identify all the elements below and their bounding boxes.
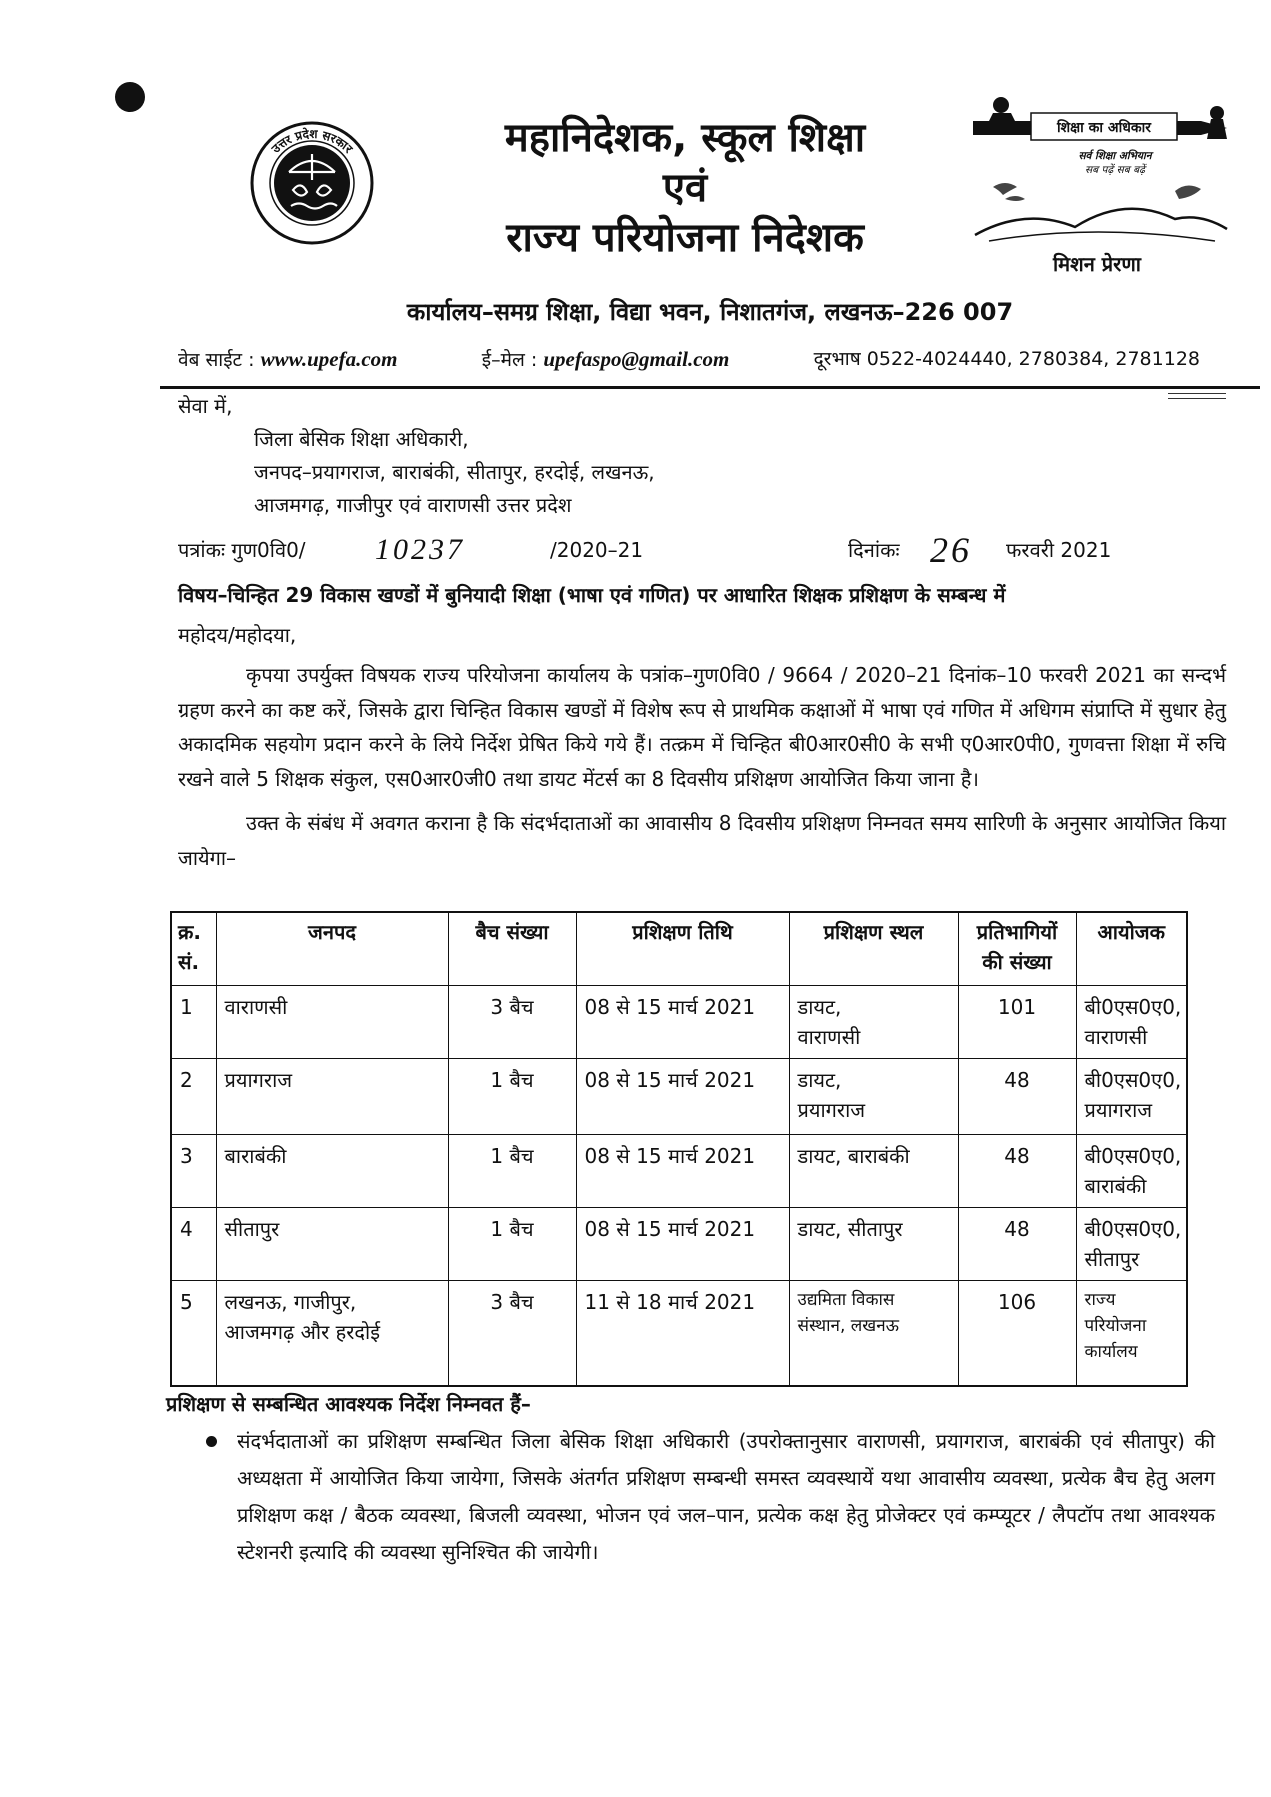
title-line-1: महानिदेशक, स्कूल शिक्षा: [504, 115, 866, 161]
header-batches: बैच संख्या: [448, 912, 576, 985]
table-row: [171, 1280, 1187, 1386]
cell-organizer: बी0एस0ए0, वाराणसी: [1076, 985, 1187, 1058]
cell-participants: 48: [958, 1207, 1076, 1280]
email-value: upefaspo@gmail.com: [543, 347, 730, 371]
cell-venue: डायट, बाराबंकी: [789, 1134, 958, 1207]
contact-line: [178, 344, 1200, 375]
cell-venue: डायट, प्रयागराज: [789, 1058, 958, 1134]
title-line-2: एवं: [662, 165, 708, 211]
cell-dates: 08 से 15 मार्च 2021: [576, 1058, 789, 1134]
cell-organizer: बी0एस0ए0, बाराबंकी: [1076, 1134, 1187, 1207]
child-writing-icon: [1207, 106, 1227, 139]
paragraph-2: उक्त के संबंध में अवगत कराना है कि संदर्भदाताओं का आवासीय 8 दिवसीय प्रशिक्षण निम्नवत समय सारिणी के अनुसार आयोजित किया जायेगा–: [178, 811, 1226, 870]
bullet-icon: [206, 1436, 217, 1447]
up-government-seal: [249, 120, 375, 246]
header-organizer: आयोजक: [1076, 912, 1187, 985]
cell-district: वाराणसी: [216, 985, 448, 1058]
recipient-line-1: जिला बेसिक शिक्षा अधिकारी,: [254, 427, 469, 451]
cell-district: सीतापुर: [216, 1207, 448, 1280]
cell-organizer: बी0एस0ए0, प्रयागराज: [1076, 1058, 1187, 1134]
cell-batches: 1 बैच: [448, 1058, 576, 1134]
cell-participants: 106: [958, 1280, 1076, 1386]
letter-body: [166, 390, 1226, 1571]
cell-serial: 1: [171, 985, 216, 1058]
date-month-year: फरवरी 2021: [1006, 538, 1112, 562]
cell-dates: 08 से 15 मार्च 2021: [576, 1207, 789, 1280]
table-row: [171, 1134, 1187, 1207]
cell-venue: उद्यमिता विकास संस्थान, लखनऊ: [789, 1280, 958, 1386]
letterhead-divider: [160, 386, 1260, 389]
cell-participants: 48: [958, 1058, 1076, 1134]
hills-icon: [975, 209, 1227, 241]
website-group: [178, 344, 398, 375]
website-value: www.upefa.com: [260, 347, 398, 371]
cell-batches: 3 बैच: [448, 1280, 576, 1386]
email-group: [482, 344, 730, 375]
cell-serial: 3: [171, 1134, 216, 1207]
table-row: [171, 1207, 1187, 1280]
cell-district: लखनऊ, गाजीपुर, आजमगढ़ और हरदोई: [216, 1280, 448, 1386]
reference-line: [178, 530, 1226, 570]
paragraph-1: कृपया उपर्युक्त विषयक राज्य परियोजना कार्यालय के पत्रांक–गुण0वि0 / 9664 / 2020–21 दिनांक–10 फरवरी 2021 का सन्दर्भ ग्रहण करने का कष्ट करें, जिसके द्वारा चिन्हित विकास खण्डों में विशेष रूप से प्राथमिक कक्षाओं में भाषा एवं गणित में अधिगम संप्राप्ति में सुधार हेतु अकादमिक सहयोग प्रदान करने के लिये निर्देश प्रेषित किये गये हैं। तत्क्रम में चिन्हित बी0आर0सी0 के सभी ए0आर0पी0, गुणवत्ता शिक्षा में रुचि रखने वाले 5 शिक्षक संकुल, एस0आर0जी0 तथा डायट मेंटर्स का 8 दिवसीय प्रशिक्षण आयोजित किया जाना है।: [178, 663, 1226, 791]
instructions-heading: प्रशिक्षण से सम्बन्धित आवश्यक निर्देश निम्नवत हैं–: [166, 1392, 531, 1416]
training-schedule-table: [170, 911, 1188, 1387]
cell-batches: 3 बैच: [448, 985, 576, 1058]
cell-serial: 2: [171, 1058, 216, 1134]
rte-text: शिक्षा का अधिकार: [1057, 120, 1151, 136]
subject-line: विषय–चिन्हित 29 विकास खण्डों में बुनियादी शिक्षा (भाषा एवं गणित) पर आधारित शिक्षक प्रशिक्षण के सम्बन्ध में: [178, 583, 1006, 607]
cell-participants: 101: [958, 985, 1076, 1058]
table-row: [171, 985, 1187, 1058]
table-row: [171, 1058, 1187, 1134]
header-venue: प्रशिक्षण स्थल: [789, 912, 958, 985]
reference-session: /2020–21: [550, 538, 644, 562]
mission-prerna-text: मिशन प्रेरणा: [1052, 252, 1142, 276]
cell-dates: 08 से 15 मार्च 2021: [576, 985, 789, 1058]
title-line-3: राज्य परियोजना निदेशक: [506, 215, 864, 261]
cell-batches: 1 बैच: [448, 1207, 576, 1280]
cell-venue: डायट, वाराणसी: [789, 985, 958, 1058]
cell-serial: 4: [171, 1207, 216, 1280]
child-reading-icon: [989, 97, 1015, 121]
letterhead-title: [420, 113, 950, 263]
ssa-tagline-text: सब पढ़ें सब बढ़ें: [1085, 164, 1145, 176]
date-day: 26: [930, 530, 972, 570]
instructions-list: [178, 1423, 1226, 1571]
cell-participants: 48: [958, 1134, 1076, 1207]
header-participants: प्रतिभागियों की संख्या: [958, 912, 1076, 985]
header-district: जनपद: [216, 912, 448, 985]
office-address: कार्यालय–समग्र शिक्षा, विद्या भवन, निशातगंज, लखनऊ–226 007: [406, 298, 1014, 326]
recipient-line-3: आजमगढ़, गाजीपुर एवं वाराणसी उत्तर प्रदेश: [254, 493, 572, 517]
phone-label: दूरभाष: [813, 348, 861, 370]
reference-label: पत्रांकः गुण0वि0/: [178, 538, 306, 562]
ssa-mission-prerna-logo: [965, 95, 1235, 285]
cell-serial: 5: [171, 1280, 216, 1386]
ssa-text: सर्व शिक्षा अभियान: [1078, 150, 1152, 162]
email-label: ई–मेल :: [481, 349, 538, 371]
cell-dates: 08 से 15 मार्च 2021: [576, 1134, 789, 1207]
cell-batches: 1 बैच: [448, 1134, 576, 1207]
table-header-row: [171, 912, 1187, 985]
birds-icon: [993, 183, 1201, 201]
cell-district: प्रयागराज: [216, 1058, 448, 1134]
greeting: महोदय/महोदया,: [178, 623, 297, 647]
recipient-salutation: सेवा में,: [178, 394, 233, 418]
header-serial: क्र. सं.: [171, 912, 216, 985]
seal-text-path: उत्तर प्रदेश सरकार: [268, 126, 356, 156]
punch-hole-mark: [115, 82, 145, 112]
recipient-line-2: जनपद–प्रयागराज, बाराबंकी, सीतापुर, हरदोई, लखनऊ,: [254, 460, 655, 484]
cell-dates: 11 से 18 मार्च 2021: [576, 1280, 789, 1386]
header-dates: प्रशिक्षण तिथि: [576, 912, 789, 985]
date-label: दिनांकः: [848, 538, 900, 562]
website-label: वेब साईट :: [178, 349, 255, 371]
cell-venue: डायट, सीतापुर: [789, 1207, 958, 1280]
cell-organizer: राज्य परियोजना कार्यालय: [1076, 1280, 1187, 1386]
reference-number: 10237: [375, 533, 465, 566]
list-item: [178, 1423, 1226, 1571]
phone-group: [814, 344, 1200, 375]
cell-district: बाराबंकी: [216, 1134, 448, 1207]
list-item-text: संदर्भदाताओं का प्रशिक्षण सम्बन्धित जिला बेसिक शिक्षा अधिकारी (उपरोक्तानुसार वाराणसी, प्रयागराज, बाराबंकी एवं सीतापुर) की अध्यक्षता में आयोजित किया जायेगा, जिसके अंतर्गत प्रशिक्षण सम्बन्धी समस्त व्यवस्थायें यथा आवासीय व्यवस्था, प्रत्येक बैच हेतु अलग प्रशिक्षण कक्ष / बैठक व्यवस्था, बिजली व्यवस्था, भोजन एवं जल–पान, प्रत्येक कक्ष हेतु प्रोजेक्टर एवं कम्प्यूटर / लैपटॉप तथा आवश्यक स्टेशनरी इत्यादि की व्यवस्था सुनिश्चित की जायेगी।: [237, 1429, 1215, 1564]
cell-organizer: बी0एस0ए0, सीतापुर: [1076, 1207, 1187, 1280]
phone-value: 0522-4024440, 2780384, 2781128: [866, 348, 1200, 370]
